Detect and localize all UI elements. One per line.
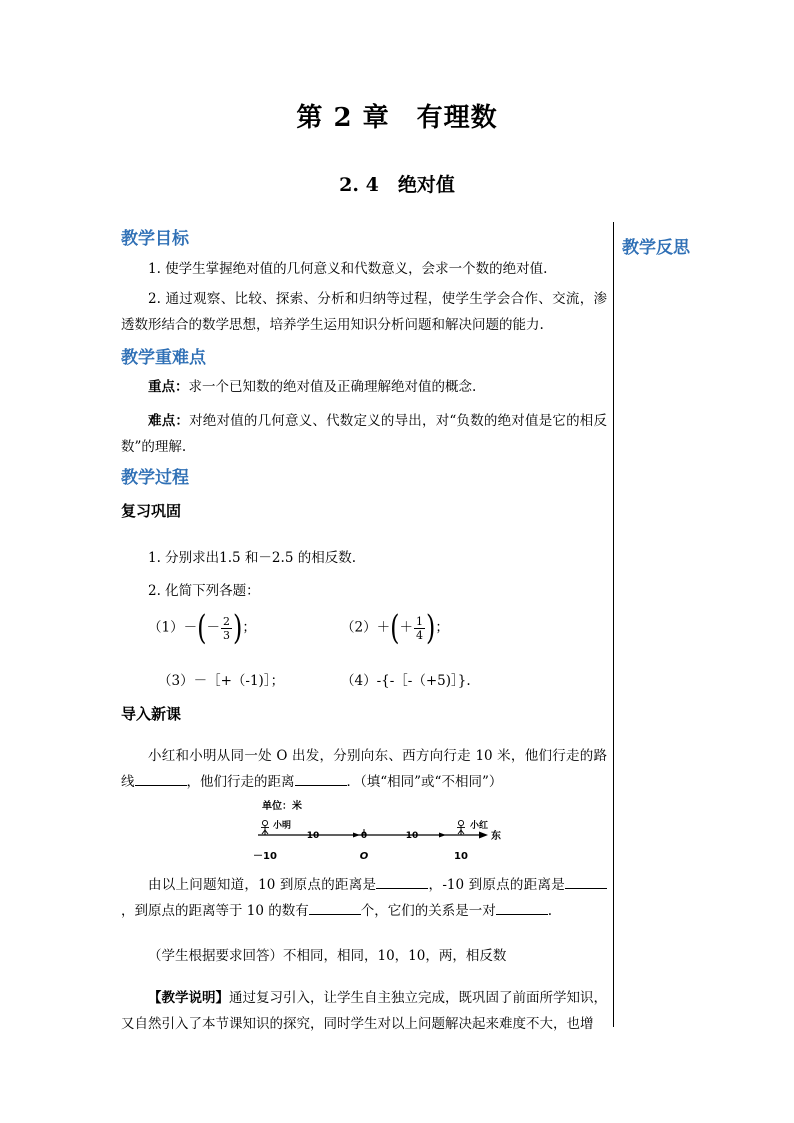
- expression-3: （3）－［+（-1)］；: [158, 673, 285, 689]
- arrow-to-origin-left: [353, 833, 360, 838]
- teaching-note-text: 通过复习引入，让学生自主独立完成，既巩固了前面所学知识，又自然引入了本节课知识的探究，同时学生对以上问题解决起来难度不大，也增: [121, 990, 607, 1032]
- blank-route[interactable]: [135, 773, 187, 786]
- axis-arrowhead: [479, 832, 488, 839]
- expression-2-plus: ＋: [399, 619, 413, 636]
- column-divider: [613, 222, 614, 1027]
- expression-1-label: （1）－: [148, 619, 198, 636]
- center-mark: 0: [360, 831, 368, 841]
- right-person-label: 小红: [470, 821, 489, 831]
- fraction-two-thirds: $\frac{2}{3}$: [222, 614, 230, 642]
- teaching-note-label: 【教学说明】: [148, 990, 229, 1006]
- blank-relation[interactable]: [496, 902, 548, 915]
- direction-label: 东: [491, 831, 501, 842]
- blank-count[interactable]: [309, 902, 361, 915]
- blank-neg10-distance[interactable]: [565, 876, 607, 889]
- review-question-1: 1. 分别求出1.5 和－2.5 的相反数.: [148, 550, 356, 566]
- arrow-to-right: [439, 833, 446, 838]
- difficulty-label: 难点：: [148, 413, 190, 429]
- right-distance-label: 10: [405, 831, 419, 841]
- expression-4: （4）-{-［-（+5)］}.: [341, 673, 471, 689]
- chapter-title: 第 2 章 有理数: [296, 103, 498, 133]
- review-question-2: 2. 化简下列各题：: [148, 583, 260, 599]
- left-distance-label: 10: [306, 831, 320, 841]
- goal-item-1: 1. 使学生掌握绝对值的几何意义和代数意义，会求一个数的绝对值.: [148, 261, 548, 277]
- focus-paragraph: [121, 374, 607, 400]
- tick-label-right: 10: [454, 851, 468, 862]
- left-person-label: 小明: [273, 821, 292, 831]
- student-answer: （学生根据要求回答）不相同，相同，10，10，两，相反数: [148, 948, 507, 964]
- goals-heading: 教学目标: [121, 229, 189, 249]
- goal-item-2: 2. 通过观察、比较、探索、分析和归纳等过程，使学生学会合作、交流，渗透数形结合的数学思想，培养学生运用知识分析问题和解决问题的能力.: [121, 291, 607, 333]
- review-heading: 复习巩固: [121, 502, 182, 520]
- tick-label-origin: O: [359, 851, 369, 862]
- section-title: 2. 4 绝对值: [339, 174, 455, 196]
- distance-question: 由以上问题知道，10 到原点的距离是 ，-10 到原点的距离是，到原点的距离等于 10 的数有 个，它们的关系是一对 .: [121, 872, 607, 924]
- number-line-diagram: [250, 797, 510, 865]
- expression-2: （2）＋(＋ $\frac{1}{4}$ )；: [341, 608, 449, 648]
- keypoints-heading: 教学重难点: [121, 348, 206, 368]
- expression-2-label: （2）＋: [341, 619, 391, 636]
- intro-heading: 导入新课: [121, 705, 182, 723]
- fraction-one-quarter: $\frac{1}{4}$: [415, 614, 423, 642]
- blank-10-distance[interactable]: [376, 876, 428, 889]
- expression-1-minus: －: [206, 619, 220, 636]
- focus-text: 求一个已知数的绝对值及正确理解绝对值的概念.: [188, 379, 477, 395]
- focus-label: 重点：: [148, 379, 189, 395]
- process-heading: 教学过程: [121, 468, 189, 488]
- difficulty-paragraph: [121, 408, 607, 460]
- blank-distance[interactable]: [295, 773, 347, 786]
- tick-label-left: －10: [253, 851, 277, 862]
- expression-1: （1）－(－ $\frac{2}{3}$ )；: [148, 608, 256, 648]
- difficulty-text: 对绝对值的几何意义、代数定义的导出，对“负数的绝对值是它的相反数”的理解.: [121, 413, 608, 455]
- teaching-note: [121, 985, 607, 1037]
- reflection-heading: 教学反思: [622, 238, 690, 258]
- unit-label: 单位：米: [262, 801, 302, 812]
- intro-paragraph: 小红和小明从同一处 O 出发，分别向东、西方向行走 10 米，他们行走的路线 ，他们行走的距离 ．（填“相同”或“不相同”）: [121, 748, 607, 790]
